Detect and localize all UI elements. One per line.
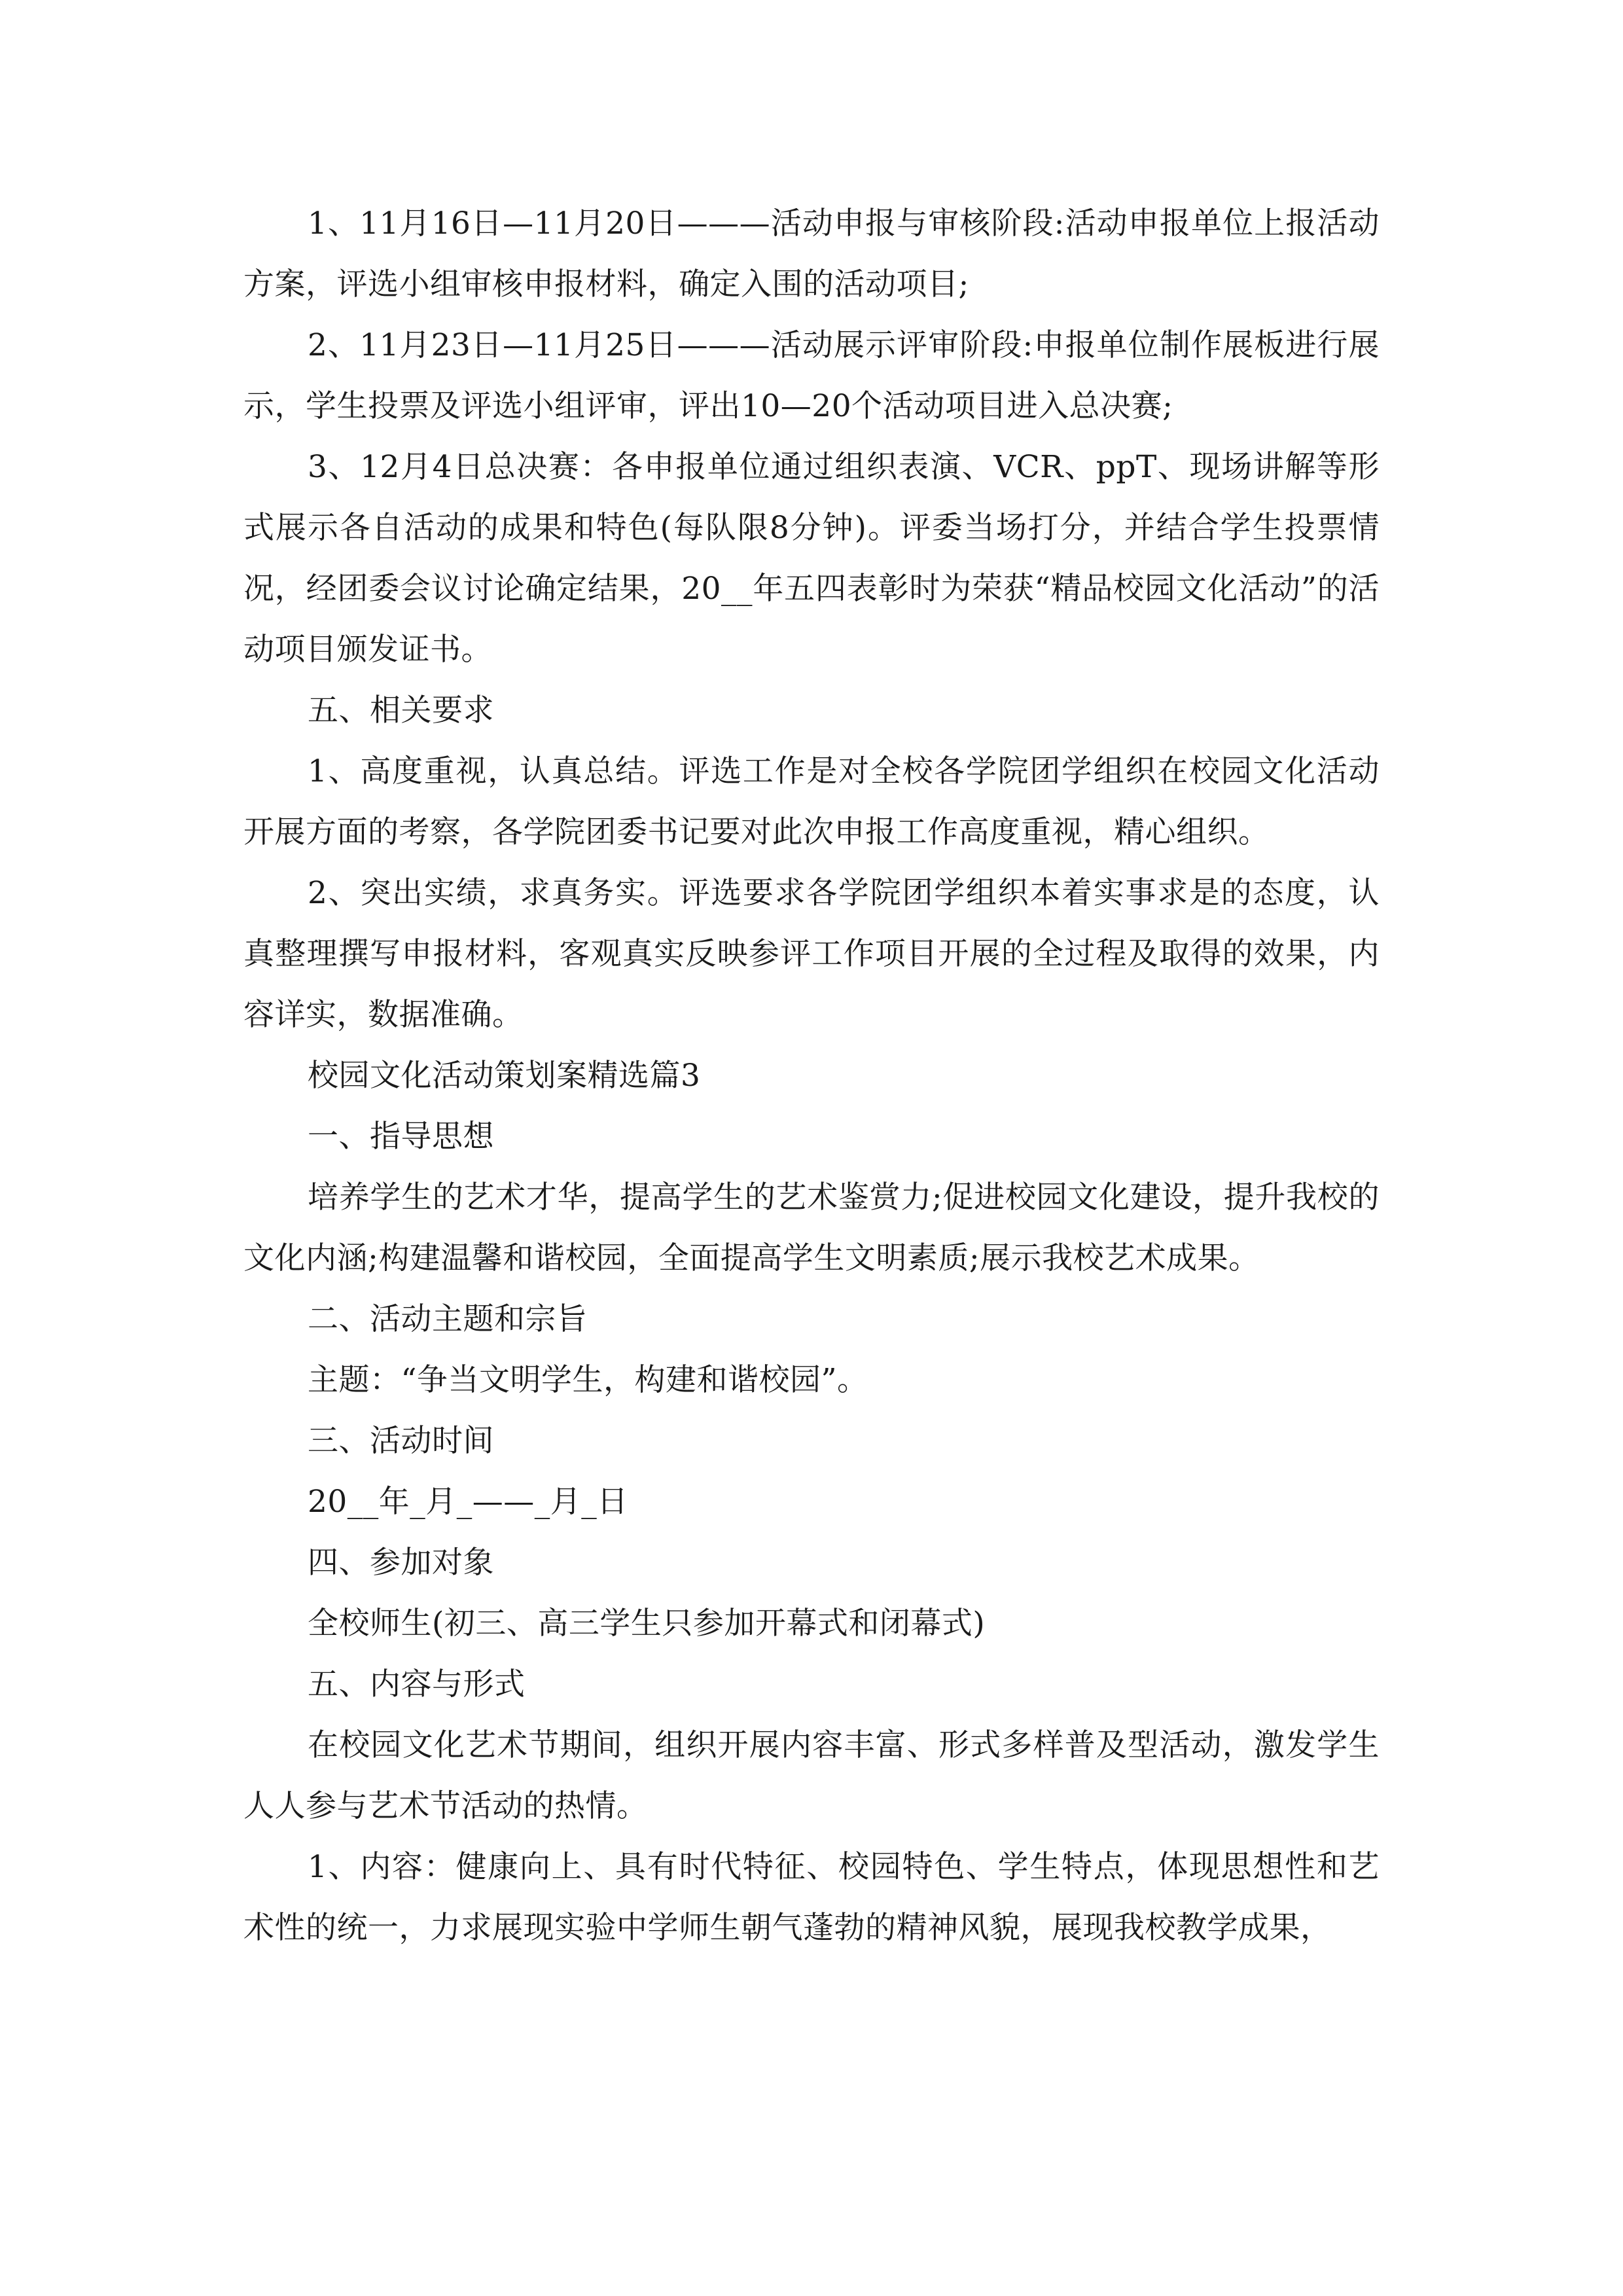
paragraph-requirement-2: 2、突出实绩，求真务实。评选要求各学院团学组织本着实事求是的态度，认真整理撰写申报材料，客观真实反映参评工作项目开展的全过程及取得的效果，内容详实，数据准确。 (243, 875, 1380, 1033)
heading-guiding-thought: 一、指导思想 (308, 1119, 494, 1155)
paragraph-schedule-3: 3、12月4日总决赛：各申报单位通过组织表演、VCR、ppT、现场讲解等形式展示各自活动的成果和特色(每队限8分钟)。评委当场打分，并结合学生投票情况，经团委会议讨论确定结果，20__年五四表彰时为荣获“精品校园文化活动”的活动项目颁发证书。 (243, 449, 1380, 668)
paragraph-schedule-2: 2、11月23日—11月25日———活动展示评审阶段:申报单位制作展板进行展示，学生投票及评选小组评审，评出10—20个活动项目进入总决赛; (243, 327, 1380, 424)
heading-theme: 二、活动主题和宗旨 (308, 1301, 588, 1337)
paragraph-content-form: 在校园文化艺术节期间，组织开展内容丰富、形式多样普及型活动，激发学生人人参与艺术节活动的热情。 (243, 1727, 1380, 1824)
paragraph-content-1: 1、内容：健康向上、具有时代特征、校园特色、学生特点，体现思想性和艺术性的统一，力求展现实验中学师生朝气蓬勃的精神风貌，展现我校教学成果， (243, 1849, 1380, 1946)
paragraph-requirement-1: 1、高度重视，认真总结。评选工作是对全校各学院团学组织在校园文化活动开展方面的考察，各学院团委书记要对此次申报工作高度重视，精心组织。 (243, 753, 1380, 850)
paragraph-participants: 全校师生(初三、高三学生只参加开幕式和闭幕式) (308, 1605, 986, 1641)
section-title: 校园文化活动策划案精选篇3 (308, 1058, 701, 1094)
document-body (243, 193, 1380, 1958)
paragraph-schedule-1: 1、11月16日—11月20日———活动申报与审核阶段:活动申报单位上报活动方案，评选小组审核申报材料，确定入围的活动项目; (243, 206, 1380, 302)
heading-participants: 四、参加对象 (308, 1545, 494, 1581)
heading-time: 三、活动时间 (308, 1423, 494, 1459)
heading-content-form: 五、内容与形式 (308, 1666, 526, 1702)
heading-requirements: 五、相关要求 (308, 692, 494, 728)
paragraph-theme: 主题：“争当文明学生，构建和谐校园”。 (308, 1362, 868, 1398)
paragraph-guiding-thought: 培养学生的艺术才华，提高学生的艺术鉴赏力;促进校园文化建设，提升我校的文化内涵;构建温馨和谐校园，全面提高学生文明素质;展示我校艺术成果。 (243, 1179, 1380, 1276)
paragraph-time: 20__年_月_——_月_日 (308, 1484, 628, 1520)
